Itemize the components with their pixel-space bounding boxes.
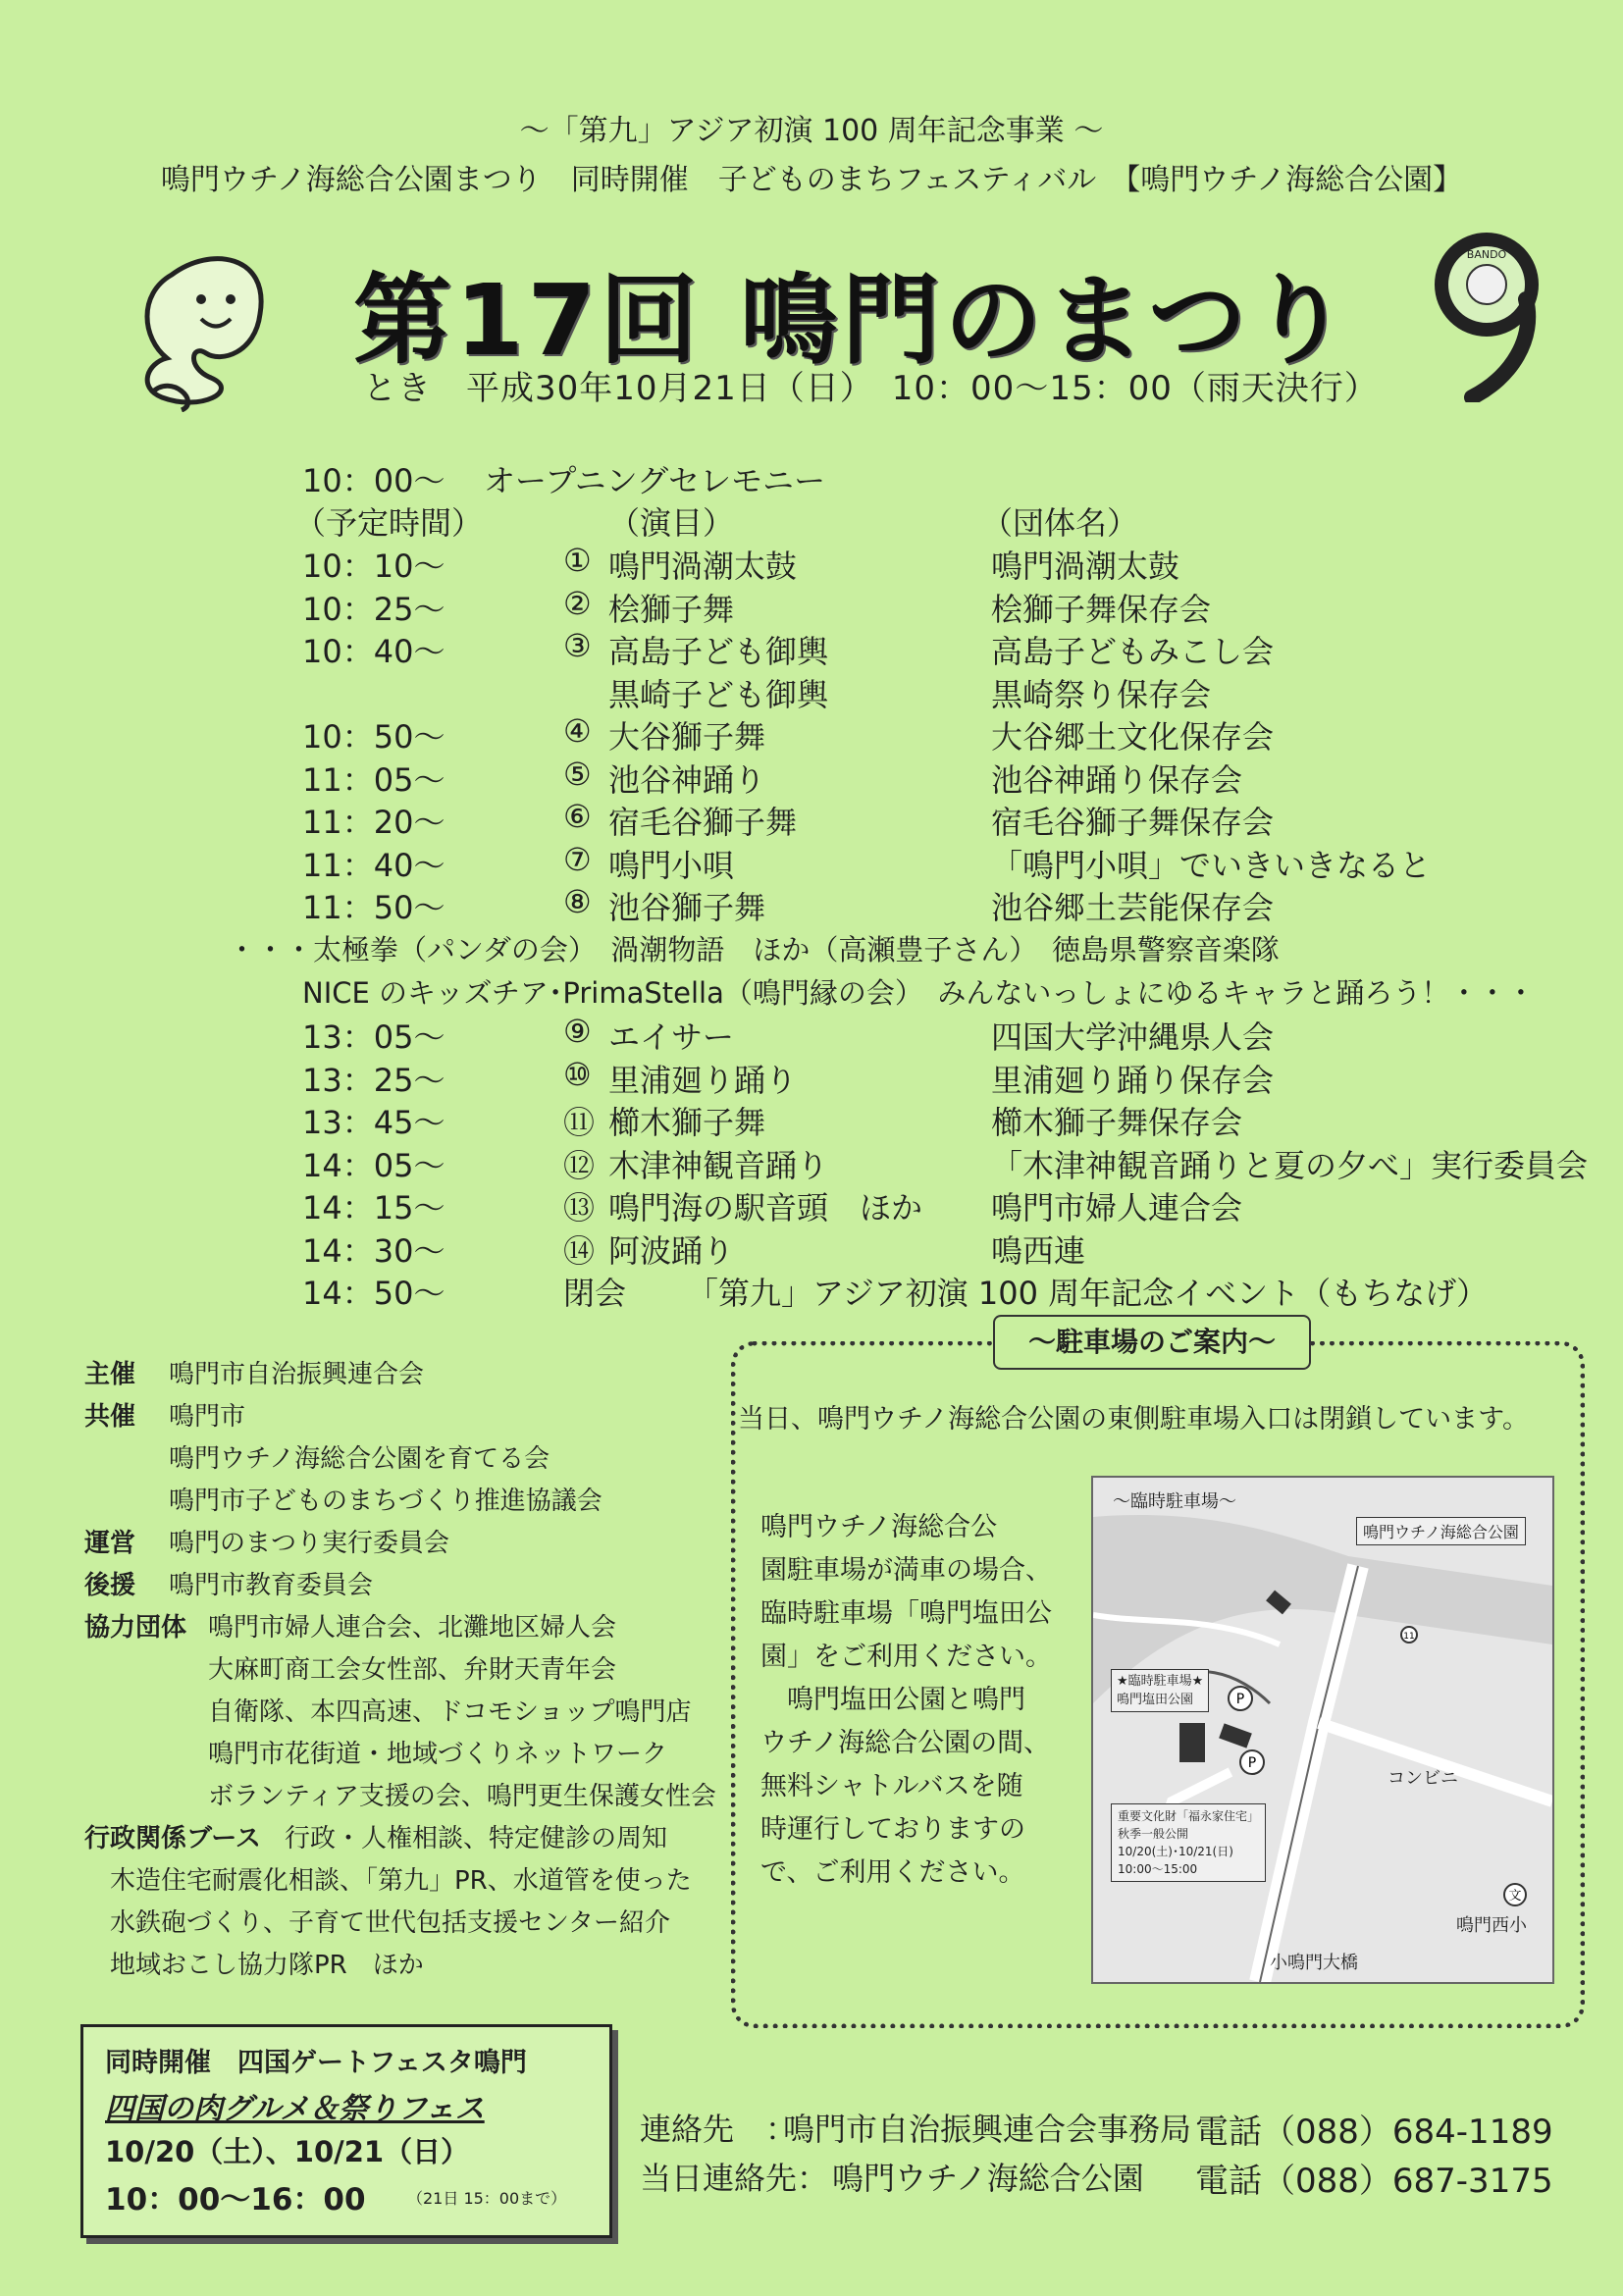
map-park-label: 鳴門ウチノ海総合公園 bbox=[1356, 1517, 1526, 1545]
admin-value: 地域おこし協力隊PR ほか bbox=[110, 1951, 424, 1980]
closing-event: 「第九」アジア初演 100 周年記念イベント（もちなげ） bbox=[687, 1275, 1489, 1312]
schedule-number: ② bbox=[563, 584, 592, 622]
col-group-header: （団体名） bbox=[981, 504, 1139, 542]
schedule-number: ⑭ bbox=[563, 1231, 596, 1270]
parking-line: 時運行しておりますの bbox=[760, 1814, 1025, 1845]
schedule-number: ⑦ bbox=[563, 840, 592, 878]
coop-value: 自衛隊、本四高速、ドコモショップ鳴門店 bbox=[208, 1697, 692, 1727]
map-school-marker: 文 bbox=[1508, 1889, 1522, 1904]
host-label: 主催 bbox=[84, 1360, 136, 1389]
schedule-act: 宿毛谷獅子舞 bbox=[608, 804, 798, 841]
event-line4: 10：00～16：00 bbox=[105, 2182, 366, 2218]
contact-label-2: 当日連絡先： bbox=[640, 2160, 829, 2197]
schedule-number: ③ bbox=[563, 627, 592, 664]
map-parking-marker-1: P bbox=[1235, 1692, 1245, 1707]
event-line3: 10/20（土）、10/21（日） bbox=[105, 2135, 470, 2168]
schedule-act: 池谷獅子舞 bbox=[608, 889, 766, 926]
coop-value: 鳴門市婦人連合会、北灘地区婦人会 bbox=[208, 1613, 617, 1643]
admin-label: 行政関係ブース bbox=[84, 1824, 261, 1853]
schedule-group: 池谷神踊り保存会 bbox=[991, 760, 1243, 799]
admin-value: 行政・人権相談、特定健診の周知 bbox=[285, 1824, 668, 1853]
schedule-number: ① bbox=[563, 542, 592, 579]
schedule-act: 木津神観音踊り bbox=[608, 1146, 829, 1184]
schedule-time: 13：45～ bbox=[302, 1104, 445, 1141]
schedule-act: 里浦廻り踊り bbox=[608, 1061, 798, 1099]
schedule-act: 池谷神踊り bbox=[608, 760, 766, 799]
parking-line: 鳴門ウチノ海総合公 bbox=[760, 1512, 998, 1542]
contact-org-2: 鳴門ウチノ海総合公園 bbox=[832, 2160, 1144, 2197]
cohost-value: 鳴門市子どものまちづくり推進協議会 bbox=[169, 1487, 602, 1516]
host-value: 鳴門市自治振興連合会 bbox=[169, 1360, 425, 1389]
schedule-number: ⑪ bbox=[563, 1104, 596, 1141]
event-line1: 同時開催 四国ゲートフェスタ鳴門 bbox=[105, 2048, 527, 2078]
schedule-group: 鳴門市婦人連合会 bbox=[991, 1189, 1243, 1226]
map-heritage-line: 重要文化財「福永家住宅」 bbox=[1118, 1809, 1260, 1823]
parking-line: ウチノ海総合公園の間、 bbox=[760, 1728, 1051, 1758]
temp-parking-mark bbox=[1179, 1723, 1205, 1762]
page-title: 第17回 鳴門のまつり bbox=[353, 263, 1352, 378]
cohost-label: 共催 bbox=[84, 1402, 136, 1432]
simultaneous-event-box bbox=[80, 2024, 612, 2238]
map-parking-marker-2: P bbox=[1247, 1755, 1257, 1771]
parking-line: 無料シャトルバスを随 bbox=[760, 1771, 1023, 1801]
schedule-number: ⑩ bbox=[563, 1055, 592, 1093]
cohost-value: 鳴門市 bbox=[169, 1402, 246, 1432]
schedule-group: 里浦廻り踊り保存会 bbox=[991, 1061, 1275, 1099]
contact-tel-2: 電話（088）687-3175 bbox=[1195, 2162, 1553, 2201]
contact-label-1: 連絡先 ： bbox=[640, 2111, 798, 2148]
schedule-time: 10：50～ bbox=[302, 718, 445, 756]
map-heritage-line: 10:00～15:00 bbox=[1118, 1862, 1198, 1876]
coop-label: 協力団体 bbox=[84, 1613, 187, 1643]
col-time-header: （予定時間） bbox=[294, 504, 484, 542]
contact-org-1: 鳴門市自治振興連合会事務局 bbox=[783, 2111, 1192, 2148]
opening-label: オープニングセレモニー bbox=[484, 462, 826, 499]
schedule-act: 高島子ども御輿 bbox=[608, 633, 829, 670]
schedule-group: 桧獅子舞保存会 bbox=[991, 590, 1212, 628]
admin-value: 水鉄砲づくり、子育て世代包括支援センター紹介 bbox=[110, 1908, 670, 1938]
schedule-number: ⑤ bbox=[563, 755, 592, 793]
interlude-line1: ・・・太極拳（パンダの会） 渦潮物語 ほか（高瀬豊子さん） 徳島県警察音楽隊 bbox=[228, 933, 1280, 966]
schedule-number: ⑥ bbox=[563, 798, 592, 835]
schedule-time: 14：05～ bbox=[302, 1146, 445, 1184]
schedule-number: ④ bbox=[563, 712, 592, 750]
schedule-group: 四国大学沖縄県人会 bbox=[991, 1018, 1275, 1056]
schedule-time: 10：10～ bbox=[302, 548, 445, 585]
ops-label: 運営 bbox=[84, 1529, 136, 1558]
schedule-group: 鳴門渦潮太鼓 bbox=[991, 548, 1180, 585]
parking-map bbox=[1091, 1476, 1554, 1984]
subtitle-festival: 鳴門ウチノ海総合公園まつり 同時開催 子どものまちフェスティバル 【鳴門ウチノ海総合公園】 bbox=[160, 163, 1463, 197]
schedule-time: 11：50～ bbox=[302, 889, 445, 926]
schedule-act: 鳴門渦潮太鼓 bbox=[608, 548, 798, 585]
contact-tel-1: 電話（088）684-1189 bbox=[1195, 2113, 1553, 2152]
schedule-number: ⑨ bbox=[563, 1013, 592, 1050]
schedule-number: ⑬ bbox=[563, 1189, 596, 1226]
map-heritage-box bbox=[1111, 1803, 1266, 1882]
schedule-act: 櫛木獅子舞 bbox=[608, 1104, 766, 1141]
schedule-group: 櫛木獅子舞保存会 bbox=[991, 1104, 1243, 1141]
schedule-act: 桧獅子舞 bbox=[608, 590, 735, 628]
map-drawing bbox=[1093, 1478, 1552, 1982]
schedule-act: 大谷獅子舞 bbox=[608, 718, 766, 756]
coop-value: ボランティア支援の会、鳴門更生保護女性会 bbox=[208, 1782, 716, 1811]
schedule-number: ⑫ bbox=[563, 1146, 596, 1184]
map-bridge-label: 小鳴門大橋 bbox=[1270, 1953, 1358, 1973]
support-value: 鳴門市教育委員会 bbox=[169, 1571, 374, 1600]
map-temp-label-line: 鳴門塩田公園 bbox=[1117, 1693, 1194, 1707]
schedule-act: エイサー bbox=[608, 1018, 735, 1056]
parking-description bbox=[760, 1506, 1065, 1895]
logo-text: BANDO bbox=[1466, 248, 1507, 261]
coop-value: 鳴門市花街道・地域づくりネットワーク bbox=[208, 1740, 668, 1769]
map-road-marker: 11 bbox=[1403, 1632, 1415, 1642]
schedule-act: 黒崎子ども御輿 bbox=[608, 675, 829, 713]
map-school-label: 鳴門西小 bbox=[1456, 1915, 1527, 1936]
coop-value: 大麻町商工会女性部、弁財天青年会 bbox=[208, 1655, 617, 1685]
map-convenience-store: コンビニ bbox=[1387, 1768, 1458, 1789]
schedule-group: 黒崎祭り保存会 bbox=[991, 675, 1212, 713]
schedule-group: 大谷郷土文化保存会 bbox=[991, 718, 1275, 756]
col-act-header: （演目） bbox=[608, 504, 735, 542]
closing-time: 14：50～ bbox=[302, 1275, 445, 1312]
parking-line: 園」をご利用ください。 bbox=[760, 1642, 1052, 1672]
mascot-icon bbox=[132, 245, 280, 412]
schedule-time: 10：40～ bbox=[302, 633, 445, 670]
schedule-time: 14：30～ bbox=[302, 1231, 445, 1270]
schedule-time: 13：25～ bbox=[302, 1061, 445, 1099]
schedule-time: 11：20～ bbox=[302, 804, 445, 841]
map-title: ～臨時駐車場～ bbox=[1113, 1491, 1236, 1512]
parking-line: で、ご利用ください。 bbox=[760, 1857, 1025, 1888]
admin-value: 木造住宅耐震化相談、「第九」PR、水道管を使った bbox=[110, 1866, 692, 1896]
schedule-group: 「木津神観音踊りと夏の夕べ」実行委員会 bbox=[991, 1146, 1589, 1184]
opening-time: 10：00～ bbox=[302, 462, 445, 499]
schedule-group: 池谷郷土芸能保存会 bbox=[991, 889, 1275, 926]
schedule-group: 鳴西連 bbox=[991, 1231, 1086, 1270]
cohost-value: 鳴門ウチノ海総合公園を育てる会 bbox=[169, 1444, 550, 1474]
ops-value: 鳴門のまつり実行委員会 bbox=[169, 1529, 450, 1558]
map-heritage-line: 秋季一般公開 bbox=[1118, 1827, 1189, 1841]
schedule-time: 14：15～ bbox=[302, 1189, 445, 1226]
parking-notice: 当日、鳴門ウチノ海総合公園の東側駐車場入口は閉鎖しています。 bbox=[738, 1404, 1529, 1435]
schedule-act: 阿波踊り bbox=[608, 1231, 735, 1270]
map-heritage-line: 10/20(土)･10/21(日) bbox=[1118, 1845, 1233, 1858]
schedule-time: 10：25～ bbox=[302, 590, 445, 628]
schedule-time: 11：40～ bbox=[302, 846, 445, 884]
parking-line: 臨時駐車場「鳴門塩田公 bbox=[760, 1598, 1052, 1629]
subtitle-anniversary: ～「第九」アジア初演 100 周年記念事業 ～ bbox=[519, 114, 1104, 148]
schedule-number: ⑧ bbox=[563, 883, 592, 920]
event-line4-note: （21日 15：00まで） bbox=[407, 2189, 567, 2208]
schedule-group: 高島子どもみこし会 bbox=[991, 633, 1275, 670]
interlude-line2: NICE のキッズチア･PrimaStella（鳴門縁の会） みんないっしょにゆるキャラと踊ろう！・・・ bbox=[302, 976, 1536, 1010]
event-line2: 四国の肉グルメ＆祭りフェス bbox=[105, 2092, 485, 2126]
parking-line: 園駐車場が満車の場合、 bbox=[760, 1555, 1052, 1586]
daiku-logo-icon bbox=[1428, 231, 1545, 402]
schedule-group: 宿毛谷獅子舞保存会 bbox=[991, 804, 1275, 841]
event-datetime: とき 平成30年10月21日（日） 10：00～15：00（雨天決行） bbox=[363, 369, 1379, 408]
map-temp-parking-label bbox=[1111, 1669, 1209, 1712]
map-temp-label-line: ★臨時駐車場★ bbox=[1117, 1674, 1204, 1689]
parking-title: ～駐車場のご案内～ bbox=[993, 1315, 1311, 1370]
support-label: 後援 bbox=[84, 1571, 136, 1600]
schedule-act: 鳴門小唄 bbox=[608, 846, 735, 884]
parking-line: 鳴門塩田公園と鳴門 bbox=[787, 1685, 1025, 1715]
closing-label: 閉会 bbox=[563, 1275, 627, 1312]
schedule-time: 13：05～ bbox=[302, 1018, 445, 1056]
schedule-group: 「鳴門小唄」でいきいきなると bbox=[991, 846, 1432, 884]
schedule-act: 鳴門海の駅音頭 ほか bbox=[608, 1189, 923, 1226]
schedule-time: 11：05～ bbox=[302, 760, 445, 799]
